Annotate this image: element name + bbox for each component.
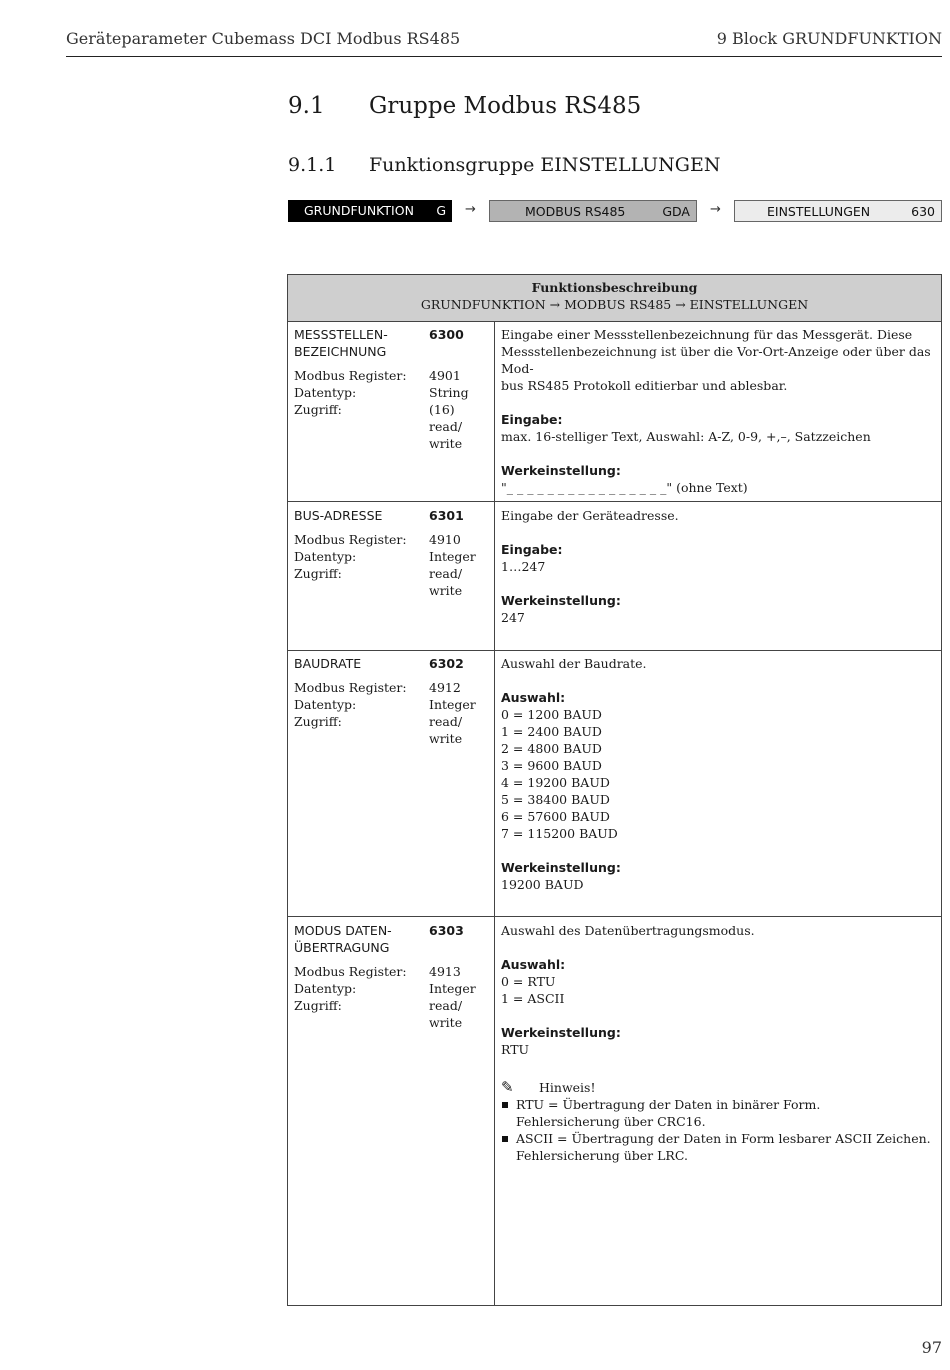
function-table: [287, 274, 942, 1306]
section-heading: [288, 93, 641, 119]
default-value: "_ _ _ _ _ _ _ _ _ _ _ _ _ _ _ _" (ohne Text): [501, 480, 748, 495]
meta-access-label: Zugriff:: [294, 714, 342, 729]
pencil-note-icon: ✎: [501, 1078, 514, 1096]
function-code: 6302: [429, 656, 464, 671]
meta-register-label: Modbus Register:: [294, 368, 407, 383]
type-value: String (16): [429, 385, 469, 417]
default-title: Werkeinstellung:: [501, 593, 621, 608]
running-header-title: Geräteparameter Cubemass DCI Modbus RS485: [66, 29, 461, 48]
function-code: 6301: [429, 508, 464, 523]
list-item: 1 = ASCII: [501, 991, 565, 1006]
note-header: [501, 1079, 933, 1096]
default-title: Werkeinstellung:: [501, 463, 621, 478]
breadcrumb-modbus: [489, 200, 697, 222]
function-code: 6300: [429, 327, 464, 342]
section-title: Eingabe:: [501, 542, 563, 557]
meta-access-label: Zugriff:: [294, 402, 342, 417]
param-values: [429, 507, 489, 599]
default-title: Werkeinstellung:: [501, 1025, 621, 1040]
description-cell: [501, 655, 933, 893]
header-rule: [66, 56, 942, 57]
subsection-title: Funktionsgruppe EINSTELLUNGEN: [369, 154, 721, 176]
description-cell: [501, 326, 933, 496]
option-list: [501, 706, 933, 842]
table-path: GRUNDFUNKTION → MODBUS RS485 → EINSTELLUNGEN: [420, 297, 809, 312]
breadcrumb-label: GRUNDFUNKTION: [304, 203, 414, 218]
note-title: Hinweis!: [539, 1080, 596, 1095]
section-number: 9.1: [288, 93, 325, 119]
subsection-number: 9.1.1: [288, 154, 337, 176]
table-row: [288, 502, 941, 651]
default-value: 247: [501, 610, 525, 625]
list-item: 7 = 115200 BAUD: [501, 826, 618, 841]
note-bullet: ASCII = Übertragung der Daten in Form lesbarer ASCII Zeichen. Fehlersicherung über LRC.: [501, 1130, 933, 1164]
description-text: Auswahl der Baudrate.: [501, 656, 647, 671]
breadcrumb-code: G: [436, 203, 446, 218]
table-row: [288, 650, 941, 917]
breadcrumb-label: MODBUS RS485: [525, 204, 626, 219]
param-name: BUS-ADRESSE: [294, 508, 383, 523]
description-cell: [501, 922, 933, 1164]
table-title: Funktionsbeschreibung: [531, 280, 698, 295]
meta-access-label: Zugriff:: [294, 998, 342, 1013]
description-text: Auswahl des Datenübertragungsmodus.: [501, 923, 755, 938]
param-values: [429, 922, 489, 1031]
param-cell: [294, 922, 424, 1014]
description-text: Eingabe der Geräteadresse.: [501, 508, 679, 523]
param-name: MODUS DATEN- ÜBERTRAGUNG: [294, 923, 392, 955]
param-cell: [294, 655, 424, 730]
param-cell: [294, 507, 424, 582]
subsection-heading: [288, 154, 720, 176]
param-values: [429, 655, 489, 747]
param-values: [429, 326, 489, 452]
list-item: 0 = RTU: [501, 974, 556, 989]
access-value: read/ write: [429, 566, 463, 598]
meta-register-label: Modbus Register:: [294, 680, 407, 695]
param-name: BAUDRATE: [294, 656, 362, 671]
meta-type-label: Datentyp:: [294, 549, 357, 564]
note-bullet: RTU = Übertragung der Daten in binärer Form. Fehlersicherung über CRC16.: [501, 1096, 933, 1130]
list-item: 1 = 2400 BAUD: [501, 724, 602, 739]
type-value: Integer: [429, 981, 476, 996]
section-title: Gruppe Modbus RS485: [369, 93, 642, 119]
default-title: Werkeinstellung:: [501, 860, 621, 875]
param-name: MESSSTELLEN- BEZEICHNUNG: [294, 327, 388, 359]
section-value: 1…247: [501, 559, 546, 574]
breadcrumb-grundfunktion: [288, 200, 452, 222]
section-title: Auswahl:: [501, 690, 566, 705]
section-title: Auswahl:: [501, 957, 566, 972]
page-number: 97: [921, 1338, 942, 1357]
section-title: Eingabe:: [501, 412, 563, 427]
description-cell: [501, 507, 933, 626]
breadcrumb-label: EINSTELLUNGEN: [767, 204, 871, 219]
list-item: 5 = 38400 BAUD: [501, 792, 610, 807]
list-item: 4 = 19200 BAUD: [501, 775, 610, 790]
meta-type-label: Datentyp:: [294, 385, 357, 400]
description-text: Eingabe einer Messstellenbezeichnung für das Messgerät. Diese Messstellenbezeichnung ist über die Vor-Ort-Anzeige oder über das Mod- bus RS485 Protokoll editierbar und ablesbar.: [501, 327, 931, 393]
access-value: read/ write: [429, 998, 463, 1030]
meta-type-label: Datentyp:: [294, 981, 357, 996]
function-code: 6303: [429, 923, 464, 938]
running-header-chapter: 9 Block GRUNDFUNKTION: [716, 29, 942, 48]
breadcrumb-einstellungen: [734, 200, 942, 222]
breadcrumb-code: GDA: [662, 204, 690, 219]
register-value: 4913: [429, 964, 461, 979]
register-value: 4912: [429, 680, 461, 695]
list-item: 2 = 4800 BAUD: [501, 741, 602, 756]
access-value: read/ write: [429, 714, 463, 746]
register-value: 4910: [429, 532, 461, 547]
default-value: 19200 BAUD: [501, 877, 584, 892]
table-row: [288, 917, 941, 1305]
list-item: 0 = 1200 BAUD: [501, 707, 602, 722]
arrow-right-icon: →: [710, 202, 721, 217]
breadcrumb-code: 630: [911, 204, 935, 219]
table-header: [288, 275, 941, 322]
type-value: Integer: [429, 697, 476, 712]
default-value: RTU: [501, 1042, 530, 1057]
section-value: max. 16-stelliger Text, Auswahl: A-Z, 0-9, +,–, Satzzeichen: [501, 429, 871, 444]
meta-type-label: Datentyp:: [294, 697, 357, 712]
table-row: [288, 321, 941, 502]
meta-register-label: Modbus Register:: [294, 532, 407, 547]
list-item: 6 = 57600 BAUD: [501, 809, 610, 824]
meta-register-label: Modbus Register:: [294, 964, 407, 979]
list-item: 3 = 9600 BAUD: [501, 758, 602, 773]
arrow-right-icon: →: [465, 202, 476, 217]
param-cell: [294, 326, 424, 418]
register-value: 4901: [429, 368, 461, 383]
meta-access-label: Zugriff:: [294, 566, 342, 581]
access-value: read/ write: [429, 419, 463, 451]
type-value: Integer: [429, 549, 476, 564]
